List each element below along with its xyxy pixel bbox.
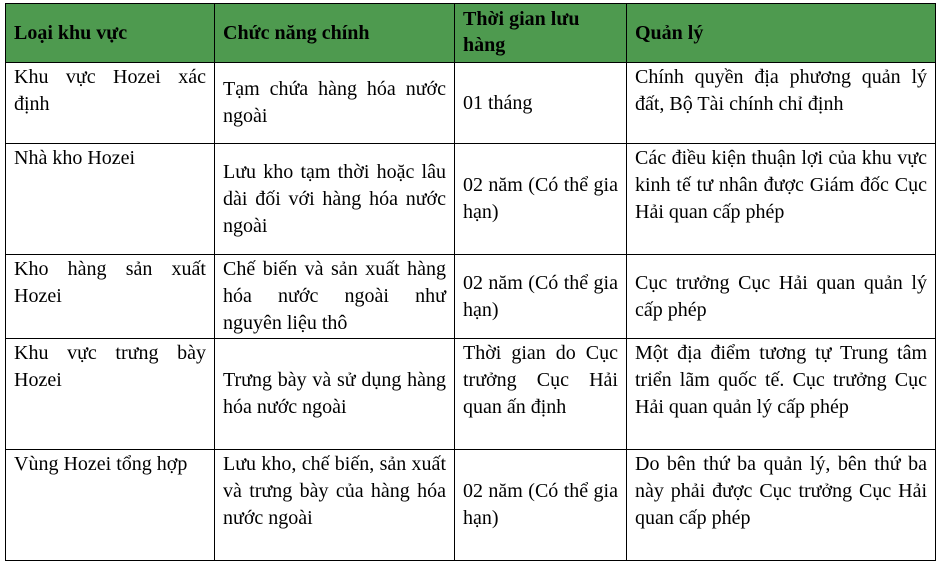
cell-management: Các điều kiện thuận lợi của khu vực kinh tế tư nhân được Giám đốc Cục Hải quan cấp phép — [627, 144, 936, 255]
header-zone-type: Loại khu vực — [6, 4, 215, 63]
table-row — [6, 255, 936, 339]
cell-zone-type: Kho hàng sản xuất Hozei — [6, 255, 215, 339]
table-header-row — [6, 4, 936, 63]
cell-zone-type: Vùng Hozei tổng hợp — [6, 450, 215, 561]
table-row — [6, 450, 936, 561]
header-management: Quản lý — [627, 4, 936, 63]
cell-main-function: Chế biến và sản xuất hàng hóa nước ngoài như nguyên liệu thô — [215, 255, 455, 339]
header-storage-duration: Thời gian lưu hàng — [455, 4, 627, 63]
cell-management: Cục trưởng Cục Hải quan quản lý cấp phép — [627, 255, 936, 339]
cell-storage-duration: 02 năm (Có thể gia hạn) — [455, 144, 627, 255]
cell-zone-type: Khu vực Hozei xác định — [6, 63, 215, 144]
cell-storage-duration: 02 năm (Có thể gia hạn) — [455, 255, 627, 339]
hozei-zones-table — [5, 3, 936, 561]
cell-management: Một địa điểm tương tự Trung tâm triển lãm quốc tế. Cục trưởng Cục Hải quan quản lý cấp phép — [627, 339, 936, 450]
cell-zone-type: Nhà kho Hozei — [6, 144, 215, 255]
cell-storage-duration: Thời gian do Cục trưởng Cục Hải quan ấn định — [455, 339, 627, 450]
table-row — [6, 63, 936, 144]
cell-main-function: Trưng bày và sử dụng hàng hóa nước ngoài — [215, 339, 455, 450]
cell-management: Chính quyền địa phương quản lý đất, Bộ Tài chính chỉ định — [627, 63, 936, 144]
cell-main-function: Lưu kho, chế biến, sản xuất và trưng bày của hàng hóa nước ngoài — [215, 450, 455, 561]
cell-main-function: Tạm chứa hàng hóa nước ngoài — [215, 63, 455, 144]
cell-main-function: Lưu kho tạm thời hoặc lâu dài đối với hàng hóa nước ngoài — [215, 144, 455, 255]
header-main-function: Chức năng chính — [215, 4, 455, 63]
table-row — [6, 339, 936, 450]
cell-zone-type: Khu vực trưng bày Hozei — [6, 339, 215, 450]
cell-management: Do bên thứ ba quản lý, bên thứ ba này phải được Cục trưởng Cục Hải quan cấp phép — [627, 450, 936, 561]
table-row — [6, 144, 936, 255]
cell-storage-duration: 02 năm (Có thể gia hạn) — [455, 450, 627, 561]
cell-storage-duration: 01 tháng — [455, 63, 627, 144]
